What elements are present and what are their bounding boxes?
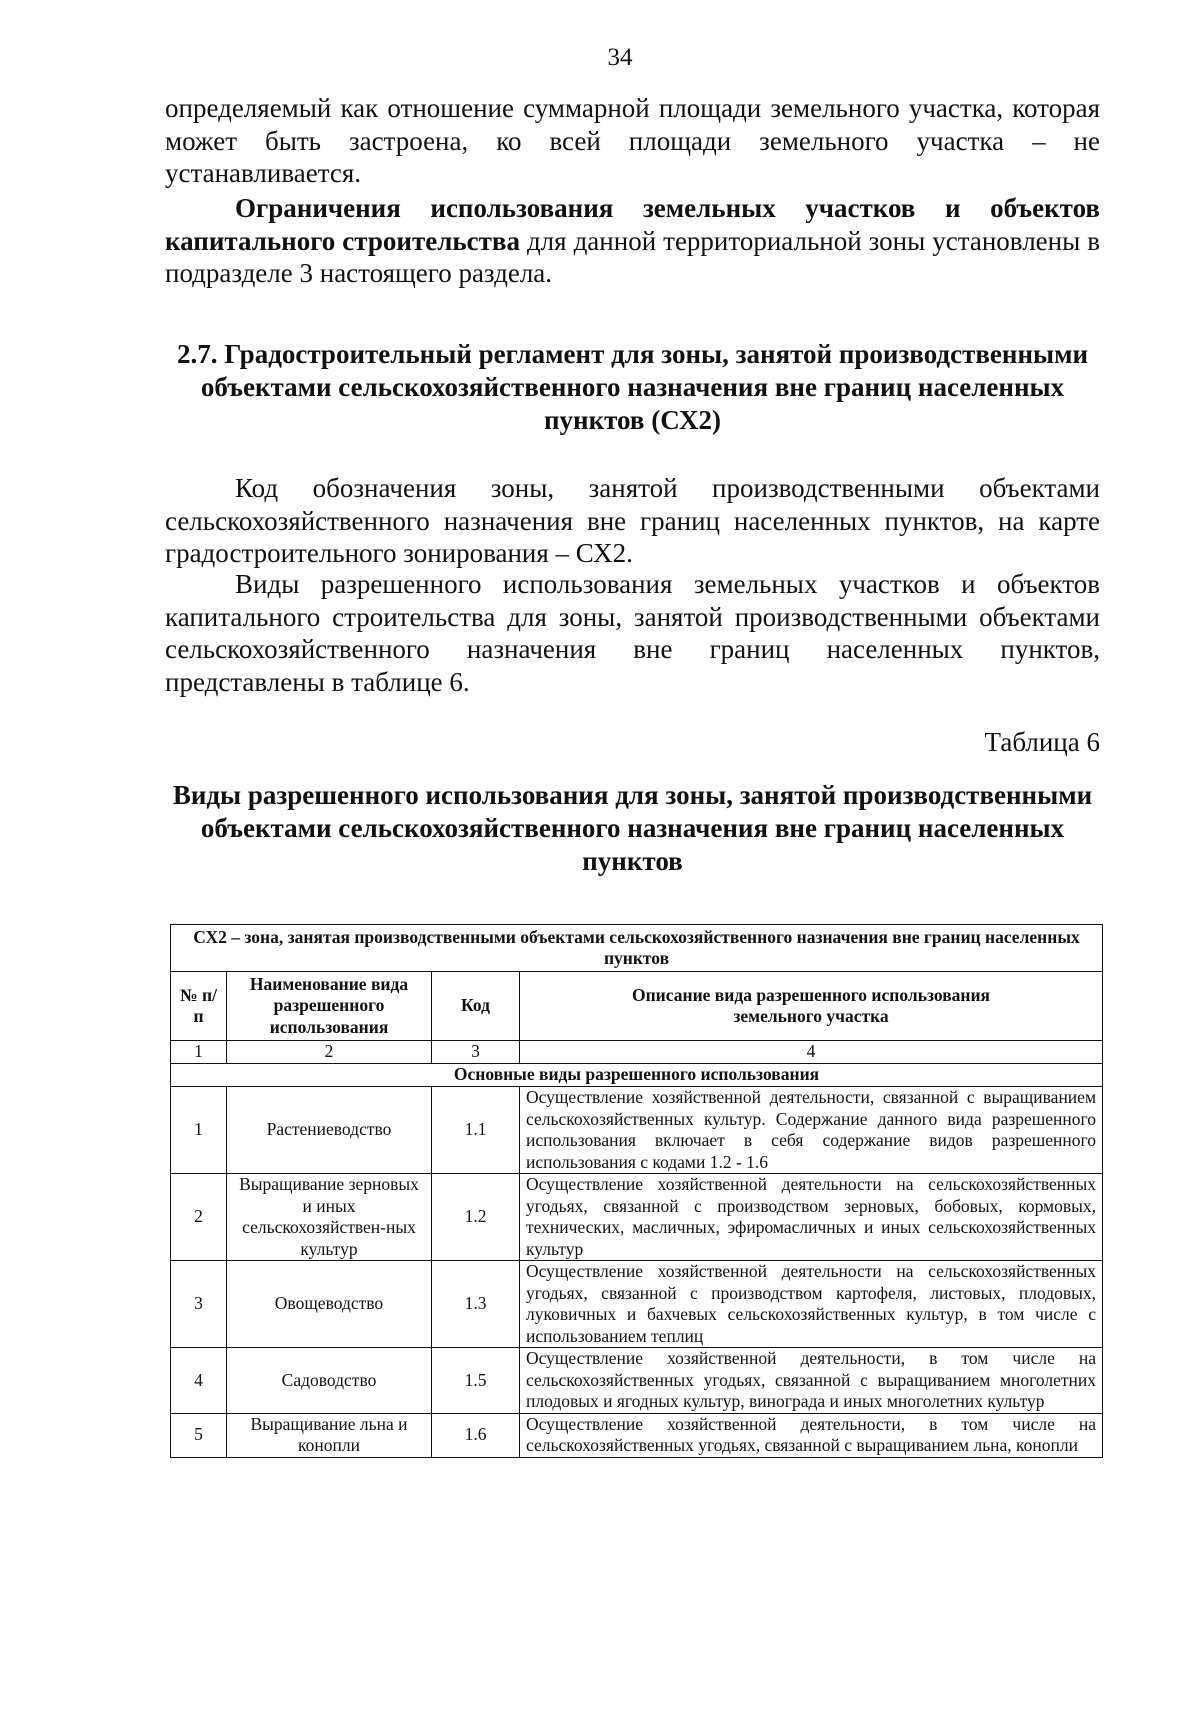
table-row [171,1174,1103,1261]
restrictions-rest: для данной территориальной зоны установлены в подразделе 3 настоящего раздела. [165,225,1100,288]
row-code: 1.5 [432,1348,520,1414]
row-num: 1 [171,1087,227,1174]
row-code: 1.6 [432,1413,520,1457]
row-num: 4 [171,1348,227,1414]
row-name: Выращивание льна и конопли [227,1413,432,1457]
row-name: Садоводство [227,1348,432,1414]
header-code: Код [432,972,520,1041]
header-desc: Описание вида разрешенного использования земельного участка [520,972,1103,1041]
row-name: Выращивание зерновых и иных сельскохозяйствен-ных культур [227,1174,432,1261]
table-row [171,1261,1103,1348]
header-name: Наименование вида разрешенного использования [227,972,432,1041]
row-code: 1.1 [432,1087,520,1174]
row-desc: Осуществление хозяйственной деятельности на сельскохозяйственных угодьях, связанной с производством картофеля, листовых, плодовых, луковичных и бахчевых сельскохозяйственных культур, в том числе с использованием теплиц [520,1261,1103,1348]
page-number: 34 [607,44,633,71]
column-number: 4 [520,1041,1103,1064]
section-title-cell: Основные виды разрешенного использования [171,1064,1103,1087]
row-desc: Осуществление хозяйственной деятельности, в том числе на сельскохозяйственных угодьях, связанной с выращиванием многолетних плодовых и ягодных культур, винограда и иных многолетних культур [520,1348,1103,1414]
zone-title-cell: СХ2 – зона, занятая производственными объектами сельскохозяйственного назначения вне границ населенных пунктов [171,925,1103,972]
table-label: Таблица 6 [984,727,1100,757]
code-paragraph: Код обозначения зоны, занятой производственными объектами сельскохозяйственного назначения вне границ населенных пунктов, на карте градостроительного зонирования – СХ2. [165,473,1100,568]
intro-paragraph: определяемый как отношение суммарной площади земельного участка, которая может быть застроена, ко всей площади земельного участка – не устанавливается. [165,93,1100,188]
column-number: 2 [227,1041,432,1064]
restrictions-paragraph [165,192,1100,290]
row-desc: Осуществление хозяйственной деятельности на сельскохозяйственных угодьях, связанной с производством зерновых, бобовых, кормовых, технических, масличных, эфиромасличных и иных сельскохозяйственных культур [520,1174,1103,1261]
table-row [171,1413,1103,1457]
permitted-uses-table [170,924,1103,1458]
column-number: 1 [171,1041,227,1064]
row-num: 2 [171,1174,227,1261]
row-name: Овощеводство [227,1261,432,1348]
section-heading: 2.7. Градостроительный регламент для зоны, занятой производственными объектами сельскохозяйственного назначения вне границ населенных пунктов (СХ2) [176,339,1089,435]
table-row [171,1348,1103,1414]
row-desc: Осуществление хозяйственной деятельности, в том числе на сельскохозяйственных угодьях, связанной с выращиванием льна, конопли [520,1413,1103,1457]
table-row [171,1087,1103,1174]
restrictions-bold: Ограничения использования земельных участков и объектов капитального строительства [165,193,1100,256]
row-num: 5 [171,1413,227,1457]
row-num: 3 [171,1261,227,1348]
column-number: 3 [432,1041,520,1064]
row-name: Растениеводство [227,1087,432,1174]
row-code: 1.3 [432,1261,520,1348]
table-heading: Виды разрешенного использования для зоны, занятой производственными объектами сельскохозяйственного назначения вне границ населенных пунктов [172,780,1093,876]
types-paragraph: Виды разрешенного использования земельных участков и объектов капитального строительства для зоны, занятой производственными объектами сельскохозяйственного назначения вне границ населенных пунктов, представлены в таблице 6. [165,569,1100,697]
header-num: № п/п [171,972,227,1041]
row-desc: Осуществление хозяйственной деятельности, связанной с выращиванием сельскохозяйственных культур. Содержание данного вида разрешенного использования включает в себя содержание видов разрешенного использования с кодами 1.2 - 1.6 [520,1087,1103,1174]
row-code: 1.2 [432,1174,520,1261]
